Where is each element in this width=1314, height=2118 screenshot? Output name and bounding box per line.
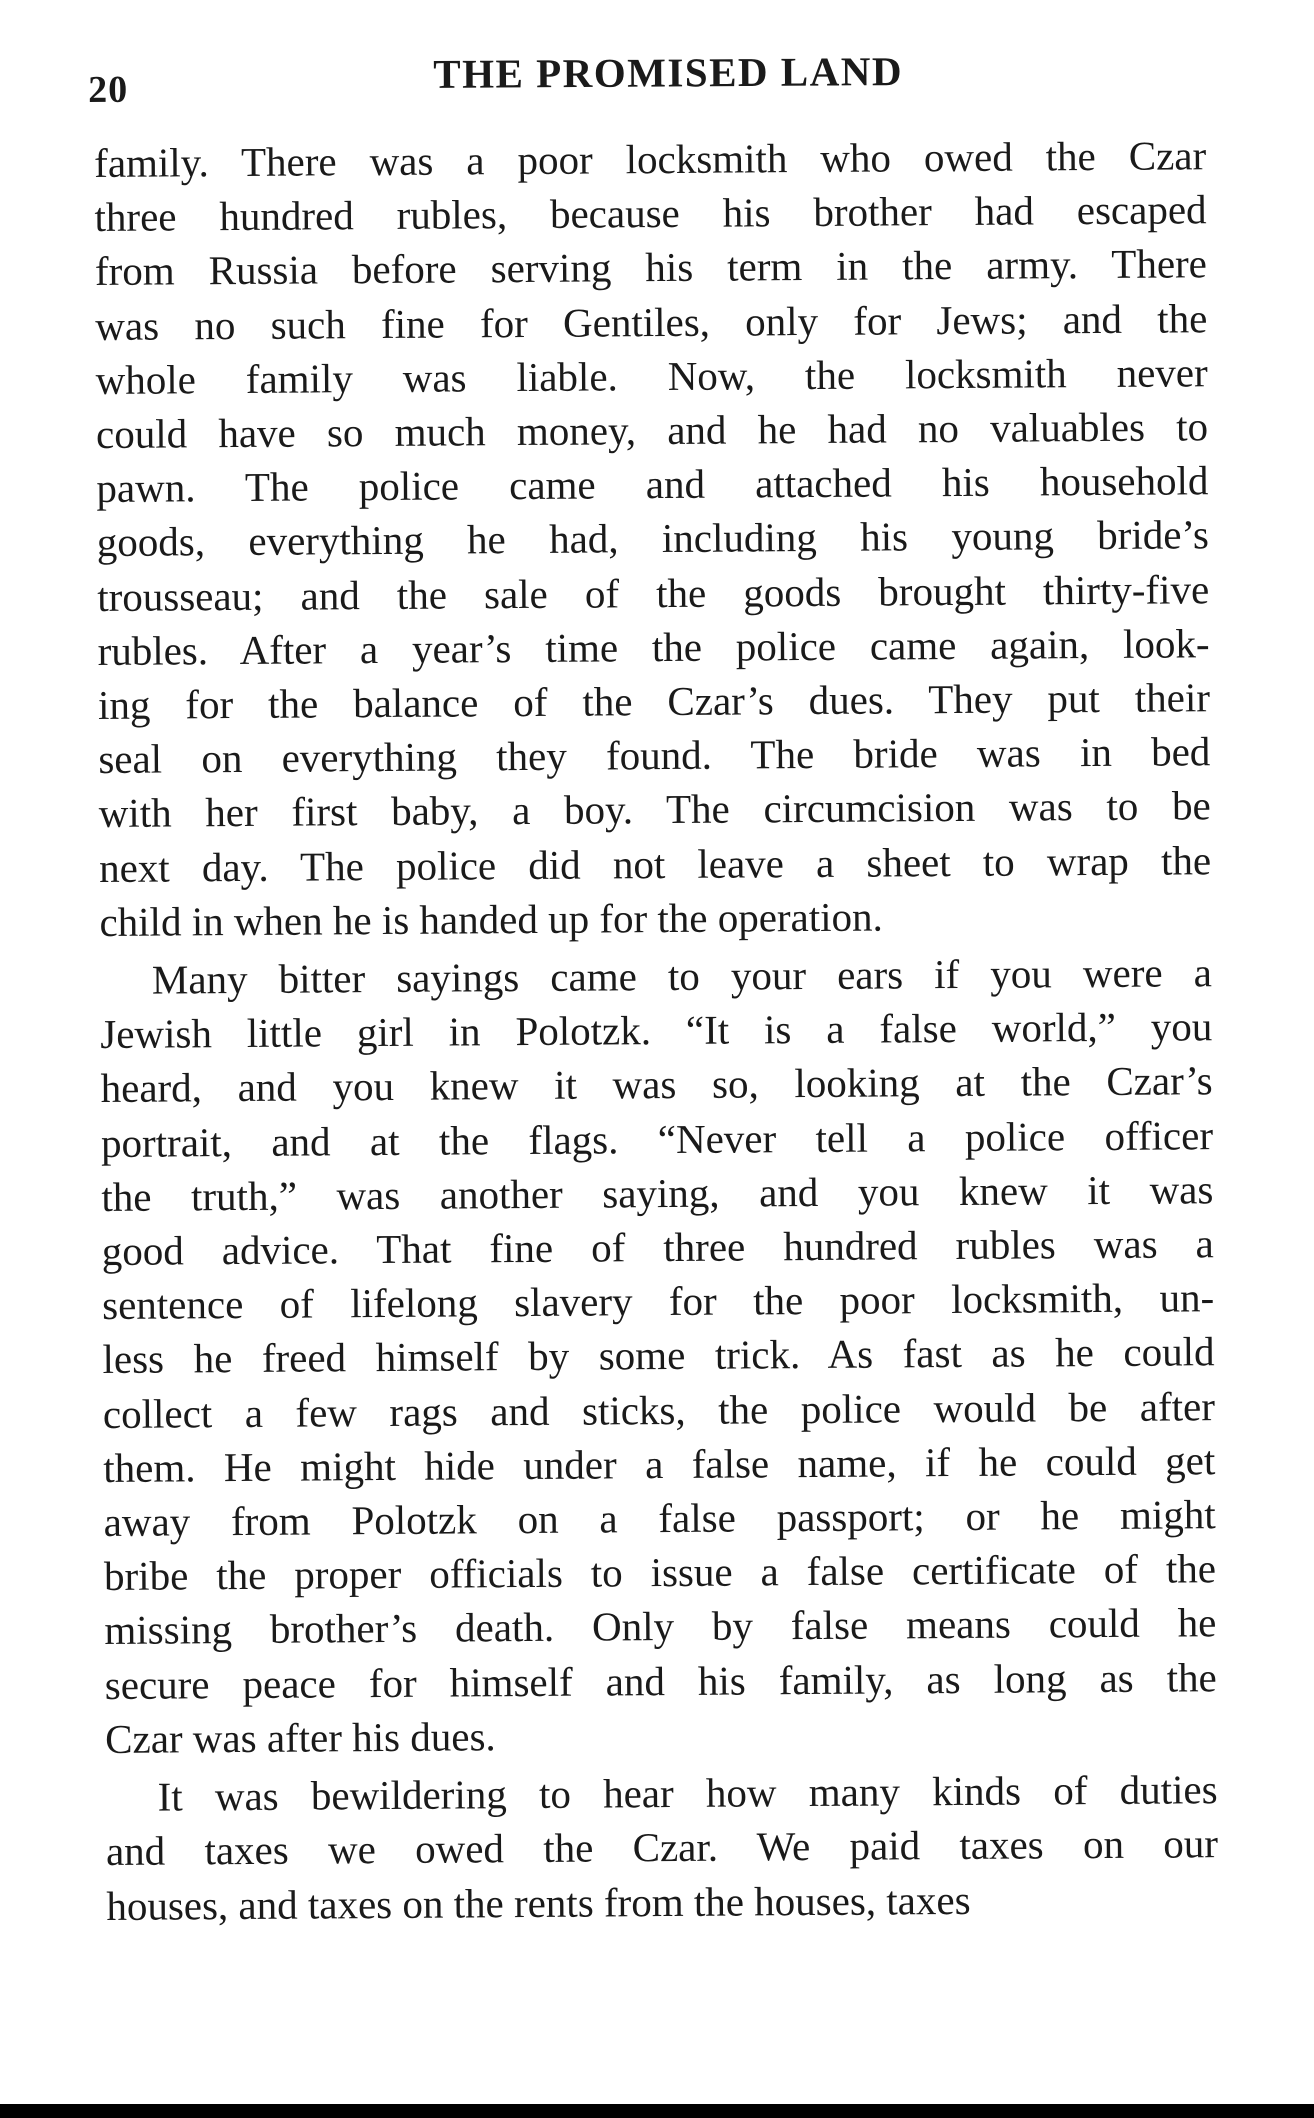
text-line: portrait, and at the flags. “Never tell a police officer xyxy=(100,1111,1214,1166)
text-line: It was bewildering to hear how many kinds of duties xyxy=(157,1766,1218,1820)
text-line: them. He might hide under a false name, if he could get xyxy=(103,1437,1216,1491)
text-line: Czar was after his dues. xyxy=(105,1713,496,1762)
text-line: family. There was a poor locksmith who owed the Czar xyxy=(94,132,1207,186)
text-line: away from Polotzk on a false passport; or he might xyxy=(103,1491,1216,1546)
text-line: less he freed himself by some trick. As fast as he could xyxy=(102,1328,1215,1383)
running-title: THE PROMISED LAND xyxy=(433,48,904,97)
text-line: heard, and you knew it was so, looking at the Czar’s xyxy=(100,1057,1213,1112)
text-line: missing brother’s death. Only by false means could he xyxy=(104,1599,1217,1654)
text-line: was no such fine for Gentiles, only for Jews; and the xyxy=(95,294,1208,349)
text-line: next day. The police did not leave a sheet to wrap the xyxy=(98,836,1212,891)
text-line: trousseau; and the sale of the goods brought thirty-five xyxy=(97,565,1210,620)
text-line: and taxes we owed the Czar. We paid taxes on our xyxy=(105,1820,1219,1875)
text-line: houses, and taxes on the rents from the houses, taxes xyxy=(106,1876,971,1929)
text-line: bribe the proper officials to issue a false certificate of the xyxy=(103,1545,1217,1600)
text-line: three hundred rubles, because his brother had escaped xyxy=(94,186,1207,241)
text-line: Jewish little girl in Polotzk. “It is a false world,” you xyxy=(100,1003,1213,1058)
text-line: goods, everything he had, including his young bride’s xyxy=(96,511,1209,566)
paragraph xyxy=(100,945,1218,1766)
text-line: secure peace for himself and his family, as long as the xyxy=(104,1653,1217,1708)
text-line: pawn. The police came and attached his household xyxy=(96,457,1209,512)
page-number: 20 xyxy=(88,68,129,111)
text-line: the truth,” was another saying, and you knew it was xyxy=(101,1166,1214,1220)
paragraph xyxy=(105,1762,1218,1932)
text-line: child in when he is handed up for the operation. xyxy=(99,893,883,945)
text-line: sentence of lifelong slavery for the poor locksmith, un- xyxy=(102,1274,1215,1329)
page-bottom-edge xyxy=(0,2104,1314,2118)
text-line: good advice. That fine of three hundred rubles was a xyxy=(101,1220,1214,1275)
text-line: Many bitter sayings came to your ears if you were a xyxy=(151,949,1213,1003)
page-header xyxy=(88,45,1218,112)
body-text xyxy=(94,128,1219,1936)
text-line: whole family was liable. Now, the locksmith never xyxy=(95,349,1208,403)
text-line: could have so much money, and he had no valuables to xyxy=(95,403,1209,458)
text-line: ing for the balance of the Czar’s dues. They put their xyxy=(97,674,1211,729)
text-line: rubles. After a year’s time the police came again, look- xyxy=(97,620,1210,674)
text-line: from Russia before serving his term in the army. There xyxy=(94,240,1208,295)
text-line: collect a few rags and sticks, the police would be after xyxy=(102,1382,1216,1437)
text-line: with her first baby, a boy. The circumcision was to be xyxy=(98,782,1211,837)
text-line: seal on everything they found. The bride was in bed xyxy=(98,728,1211,783)
paragraph xyxy=(94,128,1212,949)
